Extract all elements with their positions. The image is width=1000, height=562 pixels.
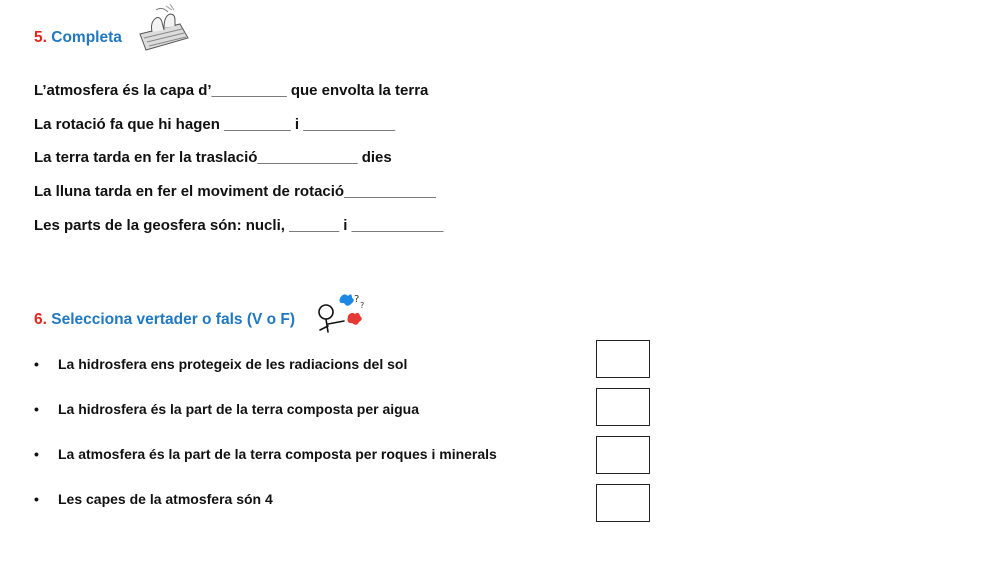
list-item [34, 401, 419, 417]
fill-blank-line-4: La lluna tarda en fer el moviment de rotació___________ [34, 183, 436, 200]
statement-text: La hidrosfera és la part de la terra composta per aigua [58, 401, 420, 417]
bullet-glyph: • [34, 356, 39, 372]
section-5-heading [34, 29, 122, 47]
bullet-glyph: • [34, 401, 39, 417]
answer-box-3[interactable] [596, 436, 650, 474]
list-item [34, 446, 497, 462]
section-6-number: 6. [34, 311, 47, 328]
fill-blank-line-5: Les parts de la geosfera són: nucli, ______ i ___________ [34, 217, 444, 234]
fill-blank-line-2: La rotació fa que hi hagen ________ i ___________ [34, 116, 396, 133]
answer-box-2[interactable] [596, 388, 650, 426]
section-5-number: 5. [34, 29, 47, 46]
bullet-glyph: • [34, 491, 39, 507]
svg-text:?: ? [354, 294, 360, 305]
fill-blank-line-1: L’atmosfera és la capa d’_________ que envolta la terra [34, 82, 429, 99]
keyboard-typing-icon [136, 4, 190, 52]
fill-blank-line-3: La terra tarda en fer la traslació____________ dies [34, 149, 392, 166]
list-item [34, 491, 273, 507]
section-6-title: Selecciona vertader o fals (V o F) [51, 311, 296, 328]
statement-text: La atmosfera és la part de la terra composta per roques i minerals [58, 446, 497, 462]
svg-text:?: ? [360, 301, 365, 310]
bullet-glyph: • [34, 446, 39, 462]
thinking-figure-icon [314, 290, 368, 336]
answer-box-1[interactable] [596, 340, 650, 378]
statement-text: Les capes de la atmosfera són 4 [58, 491, 273, 507]
list-item [34, 356, 407, 372]
section-5-title: Completa [51, 29, 122, 46]
statement-text: La hidrosfera ens protegeix de les radiacions del sol [58, 356, 408, 372]
answer-box-4[interactable] [596, 484, 650, 522]
section-6-heading [34, 311, 295, 329]
